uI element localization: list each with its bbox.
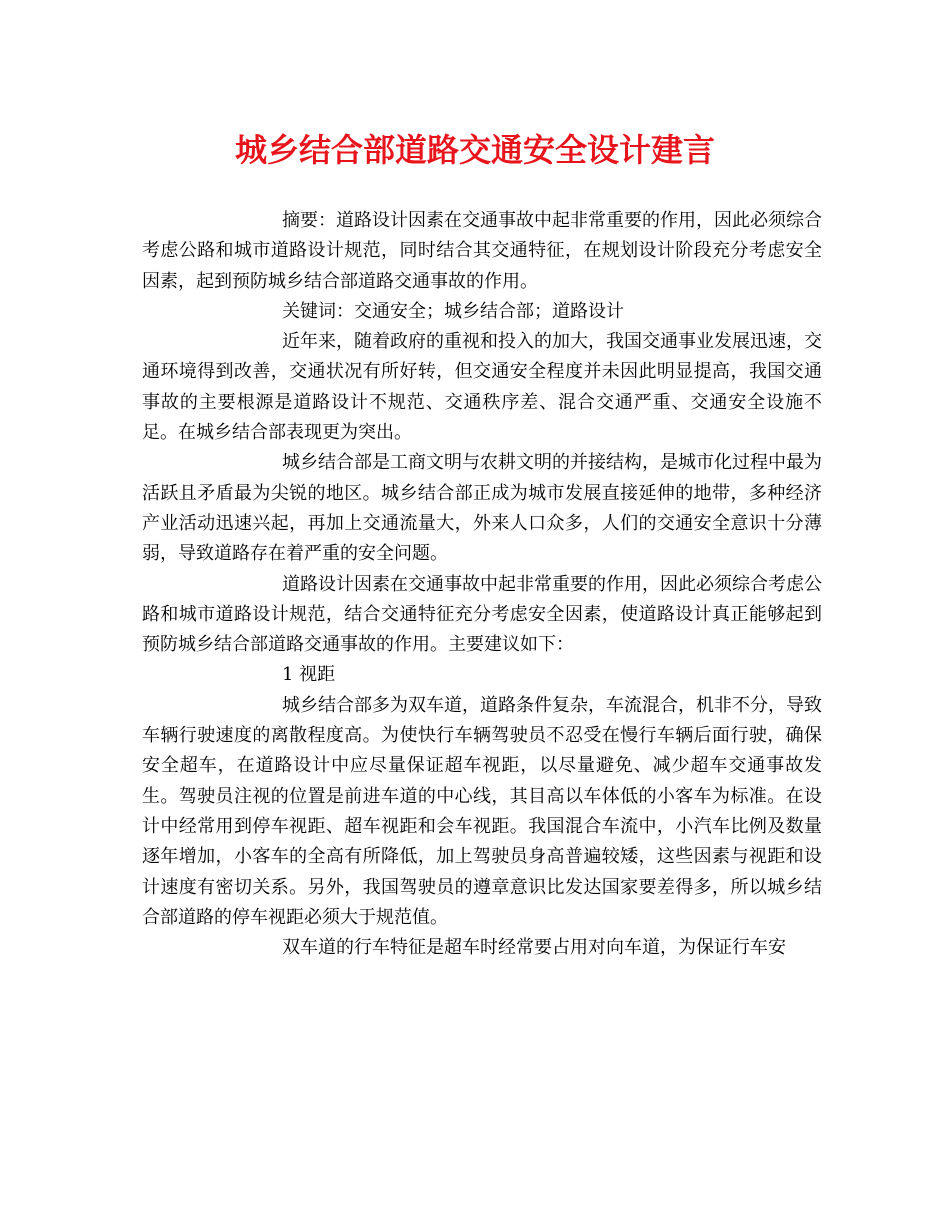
keywords-paragraph: 关键词：交通安全；城乡结合部；道路设计 (282, 300, 624, 322)
body-paragraph: 城乡结合部多为双车道，道路条件复杂，车流混合，机非不分，导致车辆行驶速度的离散程度高。为使快行车辆驾驶员不忍受在慢行车辆后面行驶，确保安全超车，在道路设计中应尽量保证超车视距，以尽量避免、减少超车交通事故发生。驾驶员注视的位置是前进车道的中心线，其目高以车体低的小客车为标准。在设计中经常用到停车视距、超车视距和会车视距。我国混合车流中，小汽车比例及数量逐年增加，小客车的全高有所降低，加上驾驶员身高普遍较矮，这些因素与视距和设计速度有密切关系。另外，我国驾驶员的遵章意识比发达国家要差得多，所以城乡结合部道路的停车视距必须大于规范值。 (142, 694, 822, 928)
body-paragraph: 道路设计因素在交通事故中起非常重要的作用，因此必须综合考虑公路和城市道路设计规范，结合交通特征充分考虑安全因素，使道路设计真正能够起到预防城乡结合部道路交通事故的作用。主要建议如下： (142, 573, 822, 656)
document-body (142, 206, 822, 963)
body-paragraph: 城乡结合部是工商文明与农耕文明的并接结构，是城市化过程中最为活跃且矛盾最为尖锐的地区。城乡结合部正成为城市发展直接延伸的地带，多种经济产业活动迅速兴起，再加上交通流量大，外来人口众多，人们的交通安全意识十分薄弱，导致道路存在着严重的安全问题。 (142, 452, 822, 565)
abstract-paragraph: 摘要：道路设计因素在交通事故中起非常重要的作用，因此必须综合考虑公路和城市道路设计规范，同时结合其交通特征，在规划设计阶段充分考虑安全因素，起到预防城乡结合部道路交通事故的作用。 (142, 210, 822, 292)
document-title: 城乡结合部道路交通安全设计建言 (234, 131, 715, 169)
body-paragraph: 双车道的行车特征是超车时经常要占用对向车道，为保证行车安 (282, 937, 786, 959)
body-paragraph: 近年来，随着政府的重视和投入的加大，我国交通事业发展迅速，交通环境得到改善，交通状况有所好转，但交通安全程度并未因此明显提高，我国交通事故的主要根源是道路设计不规范、交通秩序差、混合交通严重、交通安全设施不足。在城乡结合部表现更为突出。 (142, 331, 822, 444)
section-heading: 1 视距 (282, 664, 336, 686)
